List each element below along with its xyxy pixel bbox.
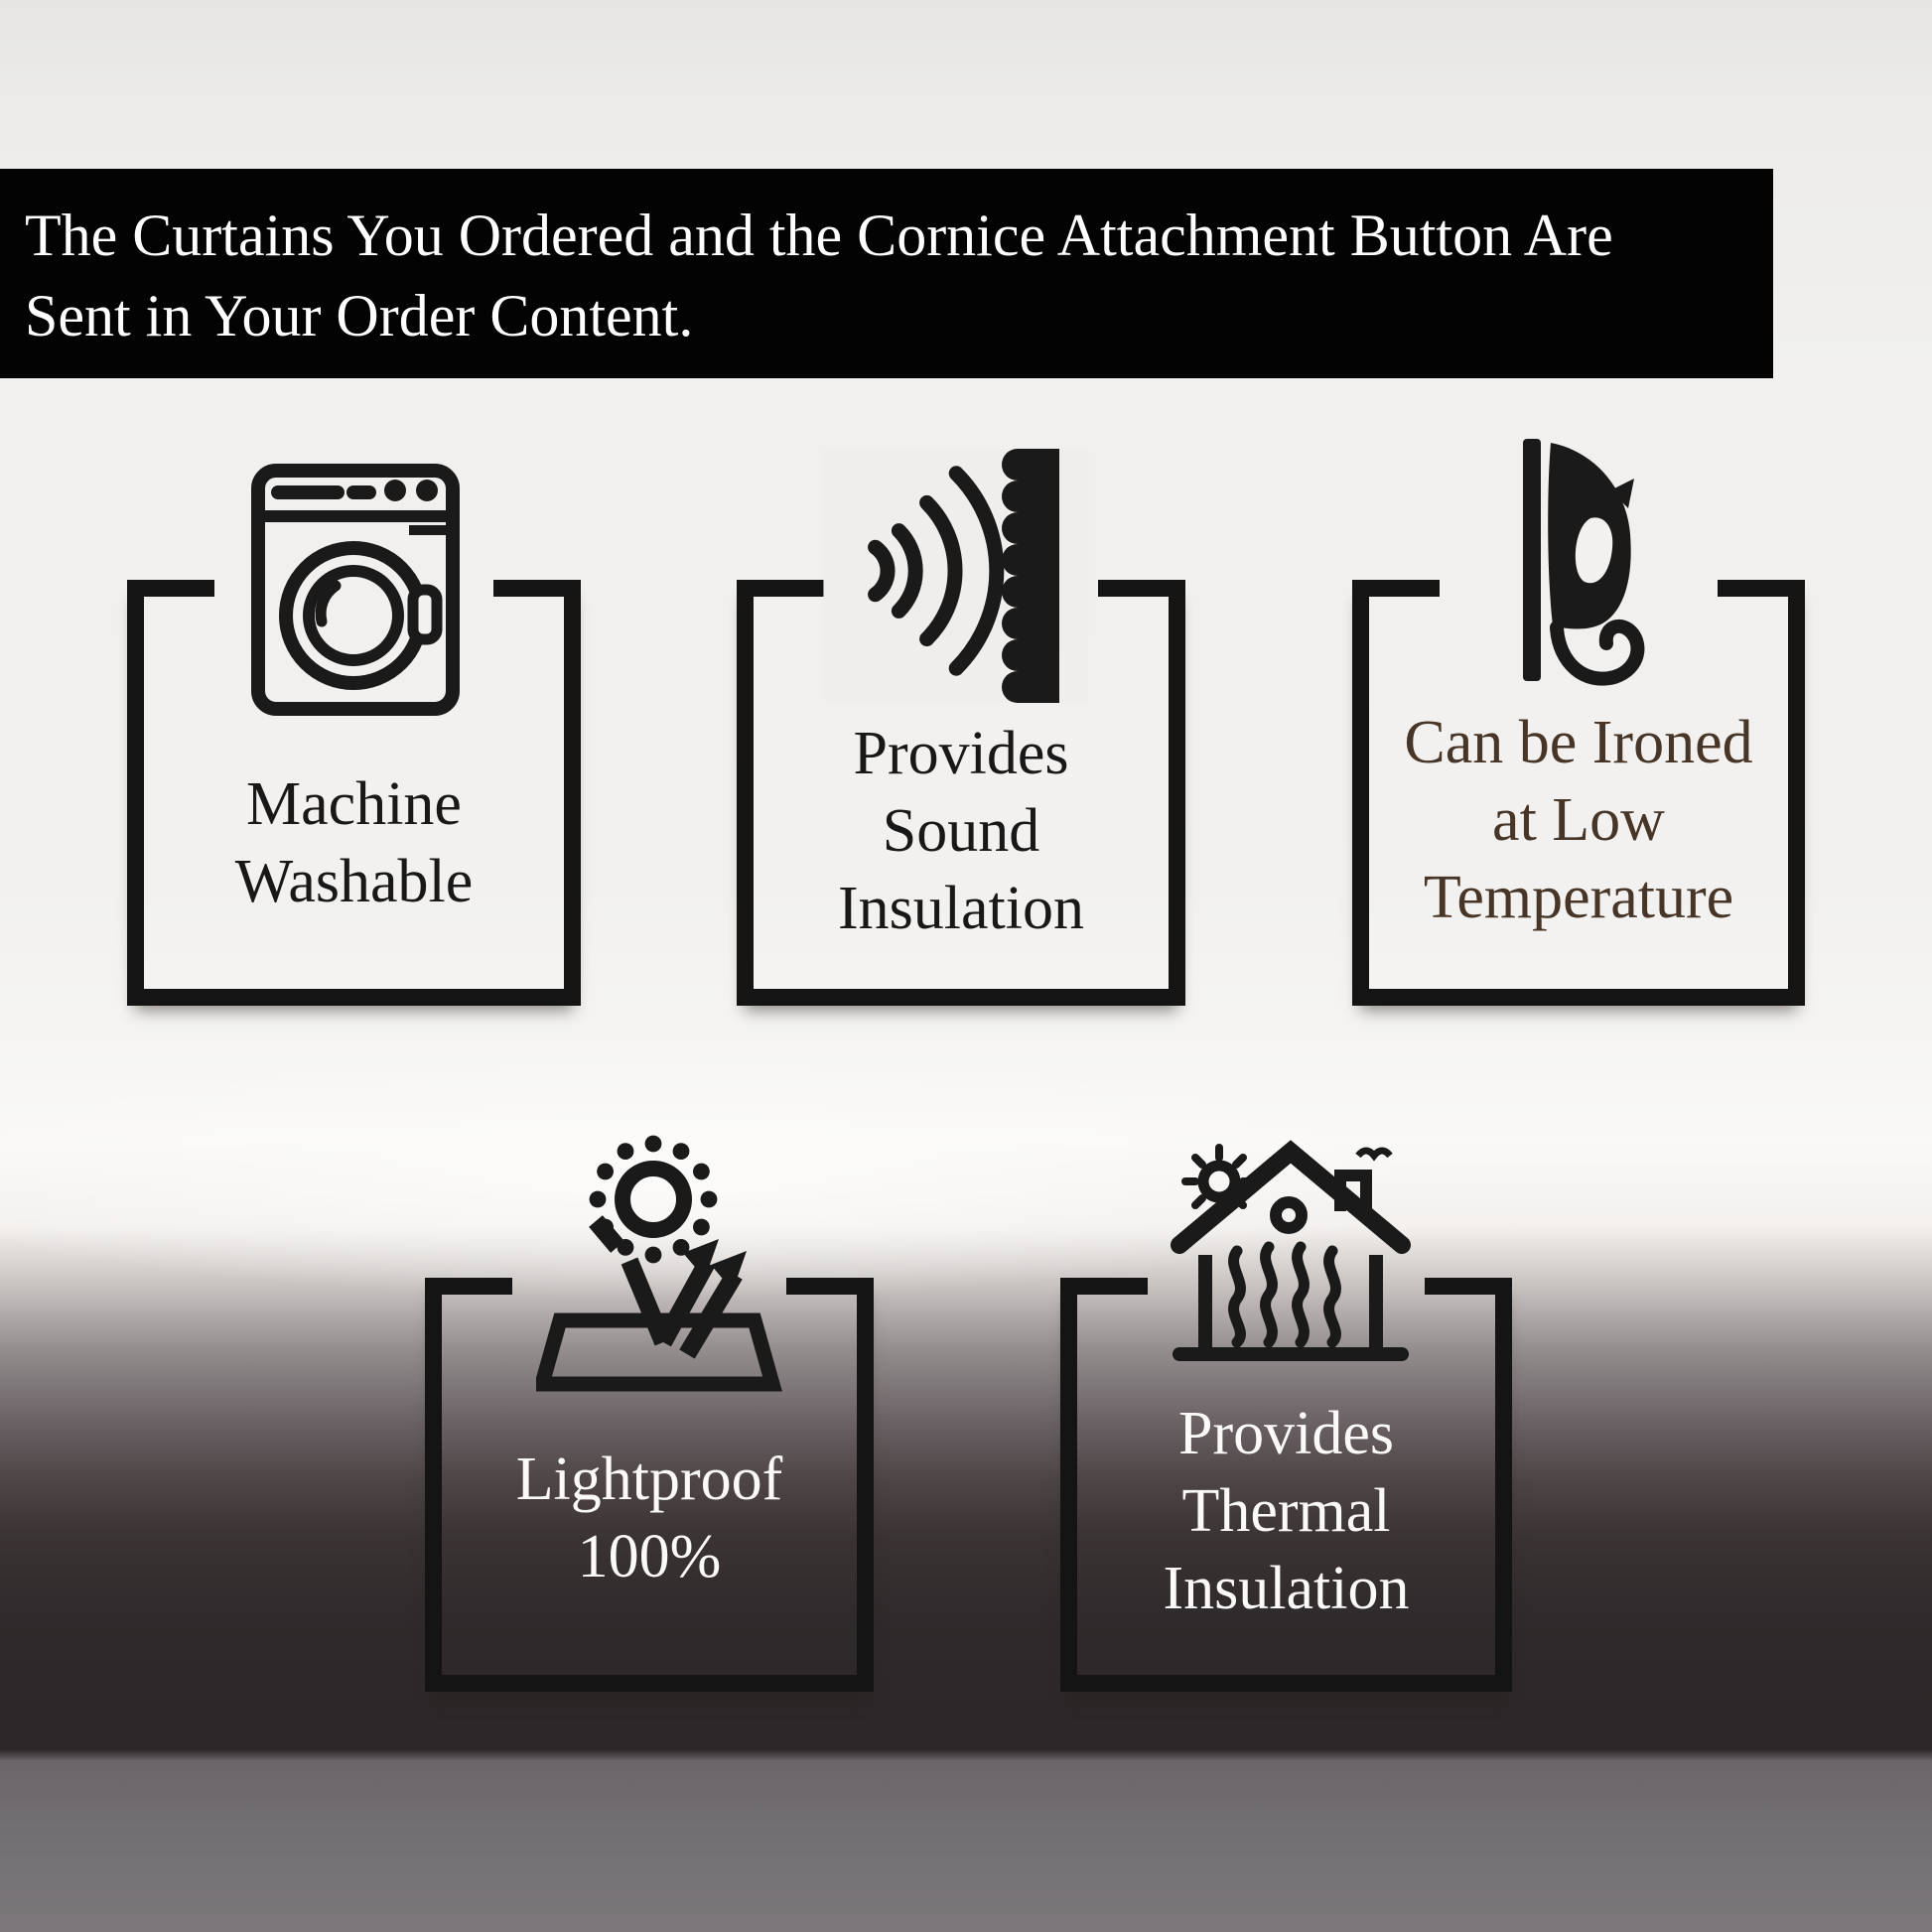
feature-label-line: Insulation [838,875,1084,942]
banner-title-line2: Sent in Your Order Content. [25,283,694,348]
feature-label-line: Machine [246,770,462,838]
house-heat-waves-icon [1170,1132,1412,1362]
feature-label-line: Can be Ironed [1404,709,1753,776]
banner-title-line1: The Curtains You Ordered and the Cornice Attachment Button Are [25,203,1613,268]
feature-card-iron-low-temperature [1352,580,1805,1006]
feature-label [1060,1395,1512,1627]
feature-label-line: Thermal [1181,1477,1391,1545]
feature-label [1352,704,1805,936]
feature-label [127,765,581,920]
washing-machine-icon [250,463,461,717]
feature-label-line: at Low [1492,786,1665,854]
feature-label-line: Insulation [1163,1555,1410,1622]
feature-label-line: Temperature [1423,864,1734,931]
feature-label-line: Lightproof [515,1446,783,1513]
feature-label-line: Provides [853,720,1069,787]
sound-waves-wall-icon [823,449,1089,703]
feature-card-machine-washable [127,580,581,1006]
feature-card-sound-insulation [737,580,1185,1006]
feature-card-thermal-insulation [1060,1278,1512,1692]
feature-label-line: 100% [577,1523,722,1590]
feature-label-line: Washable [234,848,474,915]
feature-label [425,1441,874,1595]
feature-label-line: Provides [1178,1400,1394,1467]
sun-reflection-icon [536,1132,782,1392]
header-banner [0,169,1773,378]
feature-label [737,715,1185,947]
feature-label-line: Sound [882,797,1040,865]
feature-card-lightproof [425,1278,874,1692]
clothes-iron-icon [1513,435,1664,697]
